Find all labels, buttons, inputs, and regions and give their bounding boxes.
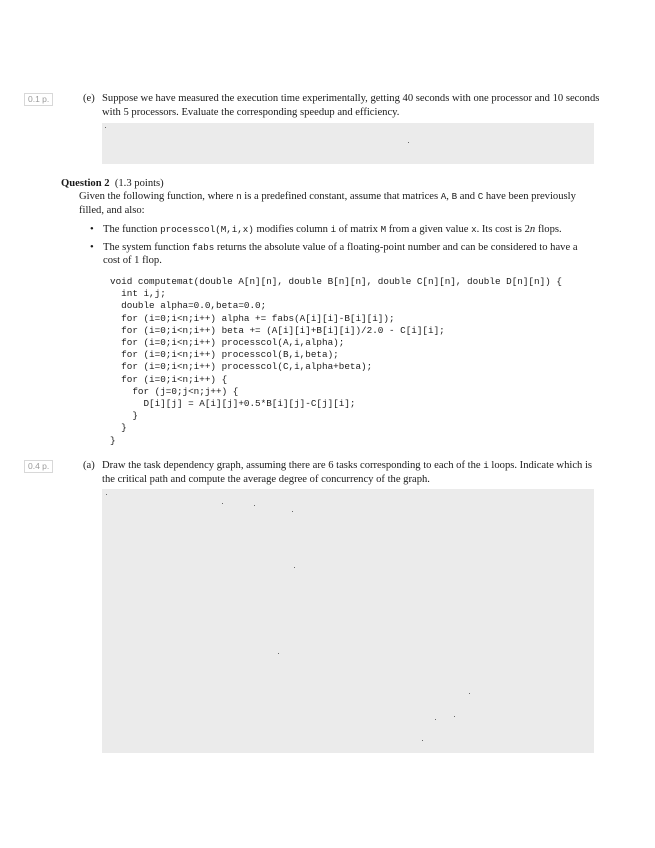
code-line: D[i][j] = A[i][j]+0.5*B[i][j]-C[j][i]; [110, 398, 356, 409]
code-line: for (i=0;i<n;i++) processcol(B,i,beta); [110, 349, 339, 361]
answer-box-a[interactable] [102, 489, 594, 753]
code-line: for (i=0;i<n;i++) beta += (A[i][i]+B[i][i])/2.0 - C[i][i]; [110, 324, 445, 336]
question-points: (1.3 points) [114, 178, 164, 189]
list-item: • The function processcol(M,i,x) modifies column i of matrix M from a given value x. Its cost is 2n flops. [90, 224, 562, 235]
answer-box-e[interactable] [102, 123, 594, 164]
scan-speck [222, 503, 223, 504]
code-line: for (i=0;i<n;i++) { [110, 373, 228, 385]
code-line: void computemat(double A[n][n], double B[n][n], double C[n][n], double D[n][n]) { [110, 276, 562, 287]
scan-speck [278, 653, 279, 654]
points-badge-a: 0.4 p. [24, 460, 53, 473]
scan-speck [469, 693, 470, 694]
points-badge-e: 0.1 p. [24, 93, 53, 106]
scan-speck [435, 719, 436, 720]
code-line: for (i=0;i<n;i++) processcol(C,i,alpha+beta); [110, 361, 373, 373]
part-e-text: Suppose we have measured the execution time experimentally, getting 40 seconds with one processor and 10 seconds with 5 processors. Evaluate the corresponding speedup and efficiency. [102, 93, 600, 118]
part-a-label: (a) [83, 460, 95, 471]
scan-speck [422, 740, 423, 741]
scan-speck [254, 505, 255, 506]
code-line: for (j=0;j<n;j++) { [110, 385, 239, 397]
code-line: } [110, 422, 127, 434]
scan-speck [408, 142, 409, 143]
question-intro: Given the following function, where n is a predefined constant, assume that matrices A, B and C have been previously filled, and also: [79, 191, 576, 216]
scan-speck [292, 511, 293, 512]
scan-speck [294, 567, 295, 568]
code-line: for (i=0;i<n;i++) processcol(A,i,alpha); [110, 337, 345, 348]
scan-speck [105, 127, 106, 128]
code-line: double alpha=0.0,beta=0.0; [110, 300, 267, 312]
part-a-text: Draw the task dependency graph, assuming there are 6 tasks corresponding to each of the i loops. Indicate which is the critical path and compute the average degree of concurrency of the graph. [102, 460, 593, 485]
question-title: Question 2 [61, 178, 110, 189]
code-line: int i,j; [110, 288, 166, 300]
list-item: • The system function fabs returns the absolute value of a floating-point number and can be considered to have a cost of 1 flop. [90, 241, 578, 266]
scan-speck [106, 494, 107, 495]
question-heading [61, 177, 164, 191]
code-line: } [110, 410, 138, 422]
code-line: for (i=0;i<n;i++) alpha += fabs(A[i][i]-B[i][i]); [110, 312, 395, 324]
condition-list [90, 223, 596, 272]
code-line: } [110, 434, 116, 446]
part-e-label: (e) [83, 93, 95, 104]
scan-speck [454, 716, 455, 717]
